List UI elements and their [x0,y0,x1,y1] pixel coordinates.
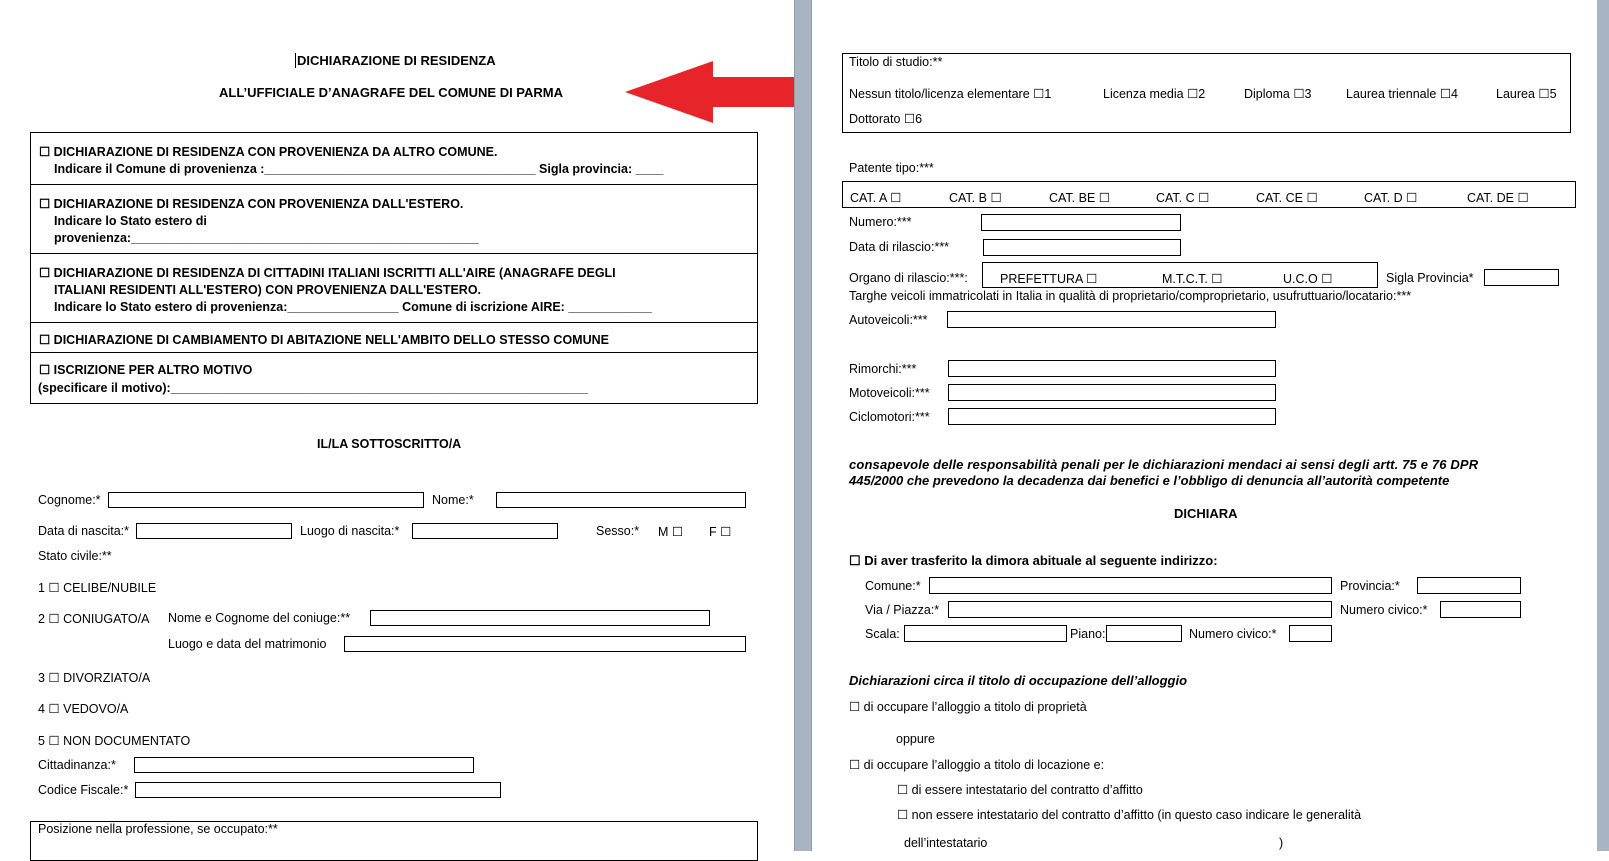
cat-a-checkbox[interactable]: CAT. A ☐ [850,191,902,205]
mtct-checkbox[interactable]: M.T.C.T. ☐ [1162,272,1223,286]
nome-label: Nome:* [432,493,474,507]
cat-c-checkbox[interactable]: CAT. C ☐ [1156,191,1210,205]
data-nascita-label: Data di nascita:* [38,524,130,538]
divider [30,322,758,323]
cat-de-checkbox[interactable]: CAT. DE ☐ [1467,191,1529,205]
provincia-label: Provincia:* [1340,579,1400,593]
non-intestatario-checkbox[interactable]: ☐ non essere intestatario del contratto d’affitto (in questo caso indicare le generalità [897,808,1362,822]
studio-opt-4[interactable]: Laurea triennale ☐4 [1346,87,1458,101]
data-rilascio-field[interactable] [983,239,1181,256]
data-rilascio-label: Data di rilascio:*** [849,240,950,254]
autoveicoli-field[interactable] [947,311,1276,328]
rimorchi-field[interactable] [948,360,1276,377]
cat-d-checkbox[interactable]: CAT. D ☐ [1364,191,1418,205]
option-aire-detail-1: ITALIANI RESIDENTI ALL'ESTERO) CON PROVENIENZA DALL'ESTERO. [54,283,482,297]
page-gutter [794,0,812,851]
rimorchi-label: Rimorchi:*** [849,362,917,376]
studio-opt-2[interactable]: Licenza media ☐2 [1103,87,1206,101]
option-estero-detail-2: provenienza:__________________________________________________ [54,231,479,245]
intestatario-checkbox[interactable]: ☐ di essere intestatario del contratto d’affitto [897,783,1143,797]
celibe-checkbox[interactable]: 1 ☐ CELIBE/NUBILE [38,581,157,595]
option-cambio-abitazione[interactable]: ☐ DICHIARAZIONE DI CAMBIAMENTO DI ABITAZIONE NELL'AMBITO DELLO STESSO COMUNE [39,333,609,347]
divider [30,352,758,353]
option-altro-motivo[interactable]: ☐ ISCRIZIONE PER ALTRO MOTIVO [39,363,253,377]
option-aire[interactable]: ☐ DICHIARAZIONE DI RESIDENZA DI CITTADINI ITALIANI ISCRITTI ALL'AIRE (ANAGRAFE DEGLI [39,266,616,280]
codice-fiscale-field[interactable] [135,782,501,798]
option-altro-comune-detail: Indicare il Comune di provenienza :_______________________________________ Sigla provincia: ____ [54,162,664,176]
consapevole-text-2: 445/2000 che prevedono la decadenza dai benefici e l’obbligo di denuncia all’autorità competente [849,473,1450,488]
codice-fiscale-label: Codice Fiscale:* [38,783,129,797]
numero-civico-label: Numero civico:* [1340,603,1428,617]
numero-civico-field[interactable] [1440,601,1521,618]
cittadinanza-field[interactable] [134,757,474,773]
sesso-f-checkbox[interactable]: F ☐ [709,525,732,539]
option-estero[interactable]: ☐ DICHIARAZIONE DI RESIDENZA CON PROVENIENZA DALL'ESTERO. [39,197,464,211]
studio-opt-6[interactable]: Dottorato ☐6 [849,112,923,126]
coniuge-field[interactable] [370,610,710,626]
nome-field[interactable] [496,492,746,508]
form-subtitle: ALL’UFFICIALE D’ANAGRAFE DEL COMUNE DI PARMA [219,85,564,100]
organo-label: Organo di rilascio:***: [849,271,968,285]
non-documentato-checkbox[interactable]: 5 ☐ NON DOCUMENTATO [38,734,191,748]
titolo-studio-label: Titolo di studio:** [849,55,943,69]
divider [30,184,758,185]
via-field[interactable] [948,601,1332,618]
numero-civico-2-label: Numero civico:* [1189,627,1277,641]
cittadinanza-label: Cittadinanza:* [38,758,116,772]
dell-intestatario-text: dell’intestatario [904,836,988,850]
sottoscritto-heading: IL/LA SOTTOSCRITTO/A [317,437,462,451]
numero-label: Numero:*** [849,215,912,229]
closing-paren: ) [1279,836,1284,850]
oppure-text: oppure [896,732,935,746]
autoveicoli-label: Autoveicoli:*** [849,313,928,327]
form-title: DICHIARAZIONE DI RESIDENZA [297,53,496,68]
luogo-nascita-label: Luogo di nascita:* [300,524,400,538]
option-altro-motivo-detail: (specificare il motivo):____________________________________________________________ [38,381,588,395]
sesso-label: Sesso:* [596,524,640,538]
motoveicoli-label: Motoveicoli:*** [849,386,930,400]
comune-label: Comune:* [865,579,921,593]
studio-opt-1[interactable]: Nessun titolo/licenza elementare ☐1 [849,87,1052,101]
page-edge [1597,0,1609,851]
matrimonio-field[interactable] [344,636,746,652]
titolo-occupazione-heading: Dichiarazioni circa il titolo di occupazione dell’alloggio [849,673,1188,688]
sigla-provincia-label: Sigla Provincia* [1386,271,1474,285]
studio-opt-3[interactable]: Diploma ☐3 [1244,87,1312,101]
cat-b-checkbox[interactable]: CAT. B ☐ [949,191,1002,205]
cognome-label: Cognome:* [38,493,101,507]
divorziato-checkbox[interactable]: 3 ☐ DIVORZIATO/A [38,671,151,685]
sigla-provincia-field[interactable] [1484,269,1559,286]
cognome-field[interactable] [108,492,424,508]
matrimonio-label: Luogo e data del matrimonio [168,637,327,651]
scala-label: Scala: [865,627,900,641]
dichiara-heading: DICHIARA [1174,506,1238,521]
numero-field[interactable] [981,214,1181,231]
via-label: Via / Piazza:* [865,603,940,617]
studio-opt-5[interactable]: Laurea ☐5 [1496,87,1557,101]
uco-checkbox[interactable]: U.C.O ☐ [1283,272,1333,286]
motoveicoli-field[interactable] [948,384,1276,401]
luogo-nascita-field[interactable] [412,523,558,539]
trasferito-checkbox[interactable]: ☐ Di aver trasferito la dimora abituale al seguente indirizzo: [849,553,1218,568]
coniugato-checkbox[interactable]: 2 ☐ CONIUGATO/A [38,612,150,626]
red-arrow-icon [625,61,796,124]
piano-label: Piano: [1070,627,1106,641]
cat-ce-checkbox[interactable]: CAT. CE ☐ [1256,191,1318,205]
piano-field[interactable] [1106,625,1182,642]
ciclomotori-label: Ciclomotori:*** [849,410,930,424]
proprieta-checkbox[interactable]: ☐ di occupare l’alloggio a titolo di proprietà [849,700,1087,714]
data-nascita-field[interactable] [136,523,292,539]
sesso-m-checkbox[interactable]: M ☐ [658,525,684,539]
option-aire-detail-2: Indicare lo Stato estero di provenienza:________________ Comune di iscrizione AIRE: ____________ [54,300,652,314]
stato-civile-label: Stato civile:** [38,549,112,563]
vedovo-checkbox[interactable]: 4 ☐ VEDOVO/A [38,702,129,716]
coniuge-label: Nome e Cognome del coniuge:** [168,611,351,625]
option-altro-comune[interactable]: ☐ DICHIARAZIONE DI RESIDENZA CON PROVENIENZA DA ALTRO COMUNE. [39,145,498,159]
professione-label: Posizione nella professione, se occupato:** [38,822,278,836]
provincia-field[interactable] [1417,577,1521,594]
comune-field[interactable] [929,577,1332,594]
numero-civico-2-field[interactable] [1289,625,1332,642]
scala-field[interactable] [904,625,1067,642]
cat-be-checkbox[interactable]: CAT. BE ☐ [1049,191,1110,205]
ciclomotori-field[interactable] [948,408,1276,425]
locazione-checkbox[interactable]: ☐ di occupare l’alloggio a titolo di locazione e: [849,758,1105,772]
prefettura-checkbox[interactable]: PREFETTURA ☐ [1000,272,1098,286]
consapevole-text-1: consapevole delle responsabilità penali per le dichiarazioni mendaci ai sensi degli artt. 75 e 76 DPR [849,457,1479,472]
targhe-label: Targhe veicoli immatricolati in Italia in qualità di proprietario/comproprietario, usufruttuario/locatario:*** [849,289,1412,303]
divider [30,253,758,254]
option-estero-detail-1: Indicare lo Stato estero di [54,214,207,228]
patente-label: Patente tipo:*** [849,161,934,175]
